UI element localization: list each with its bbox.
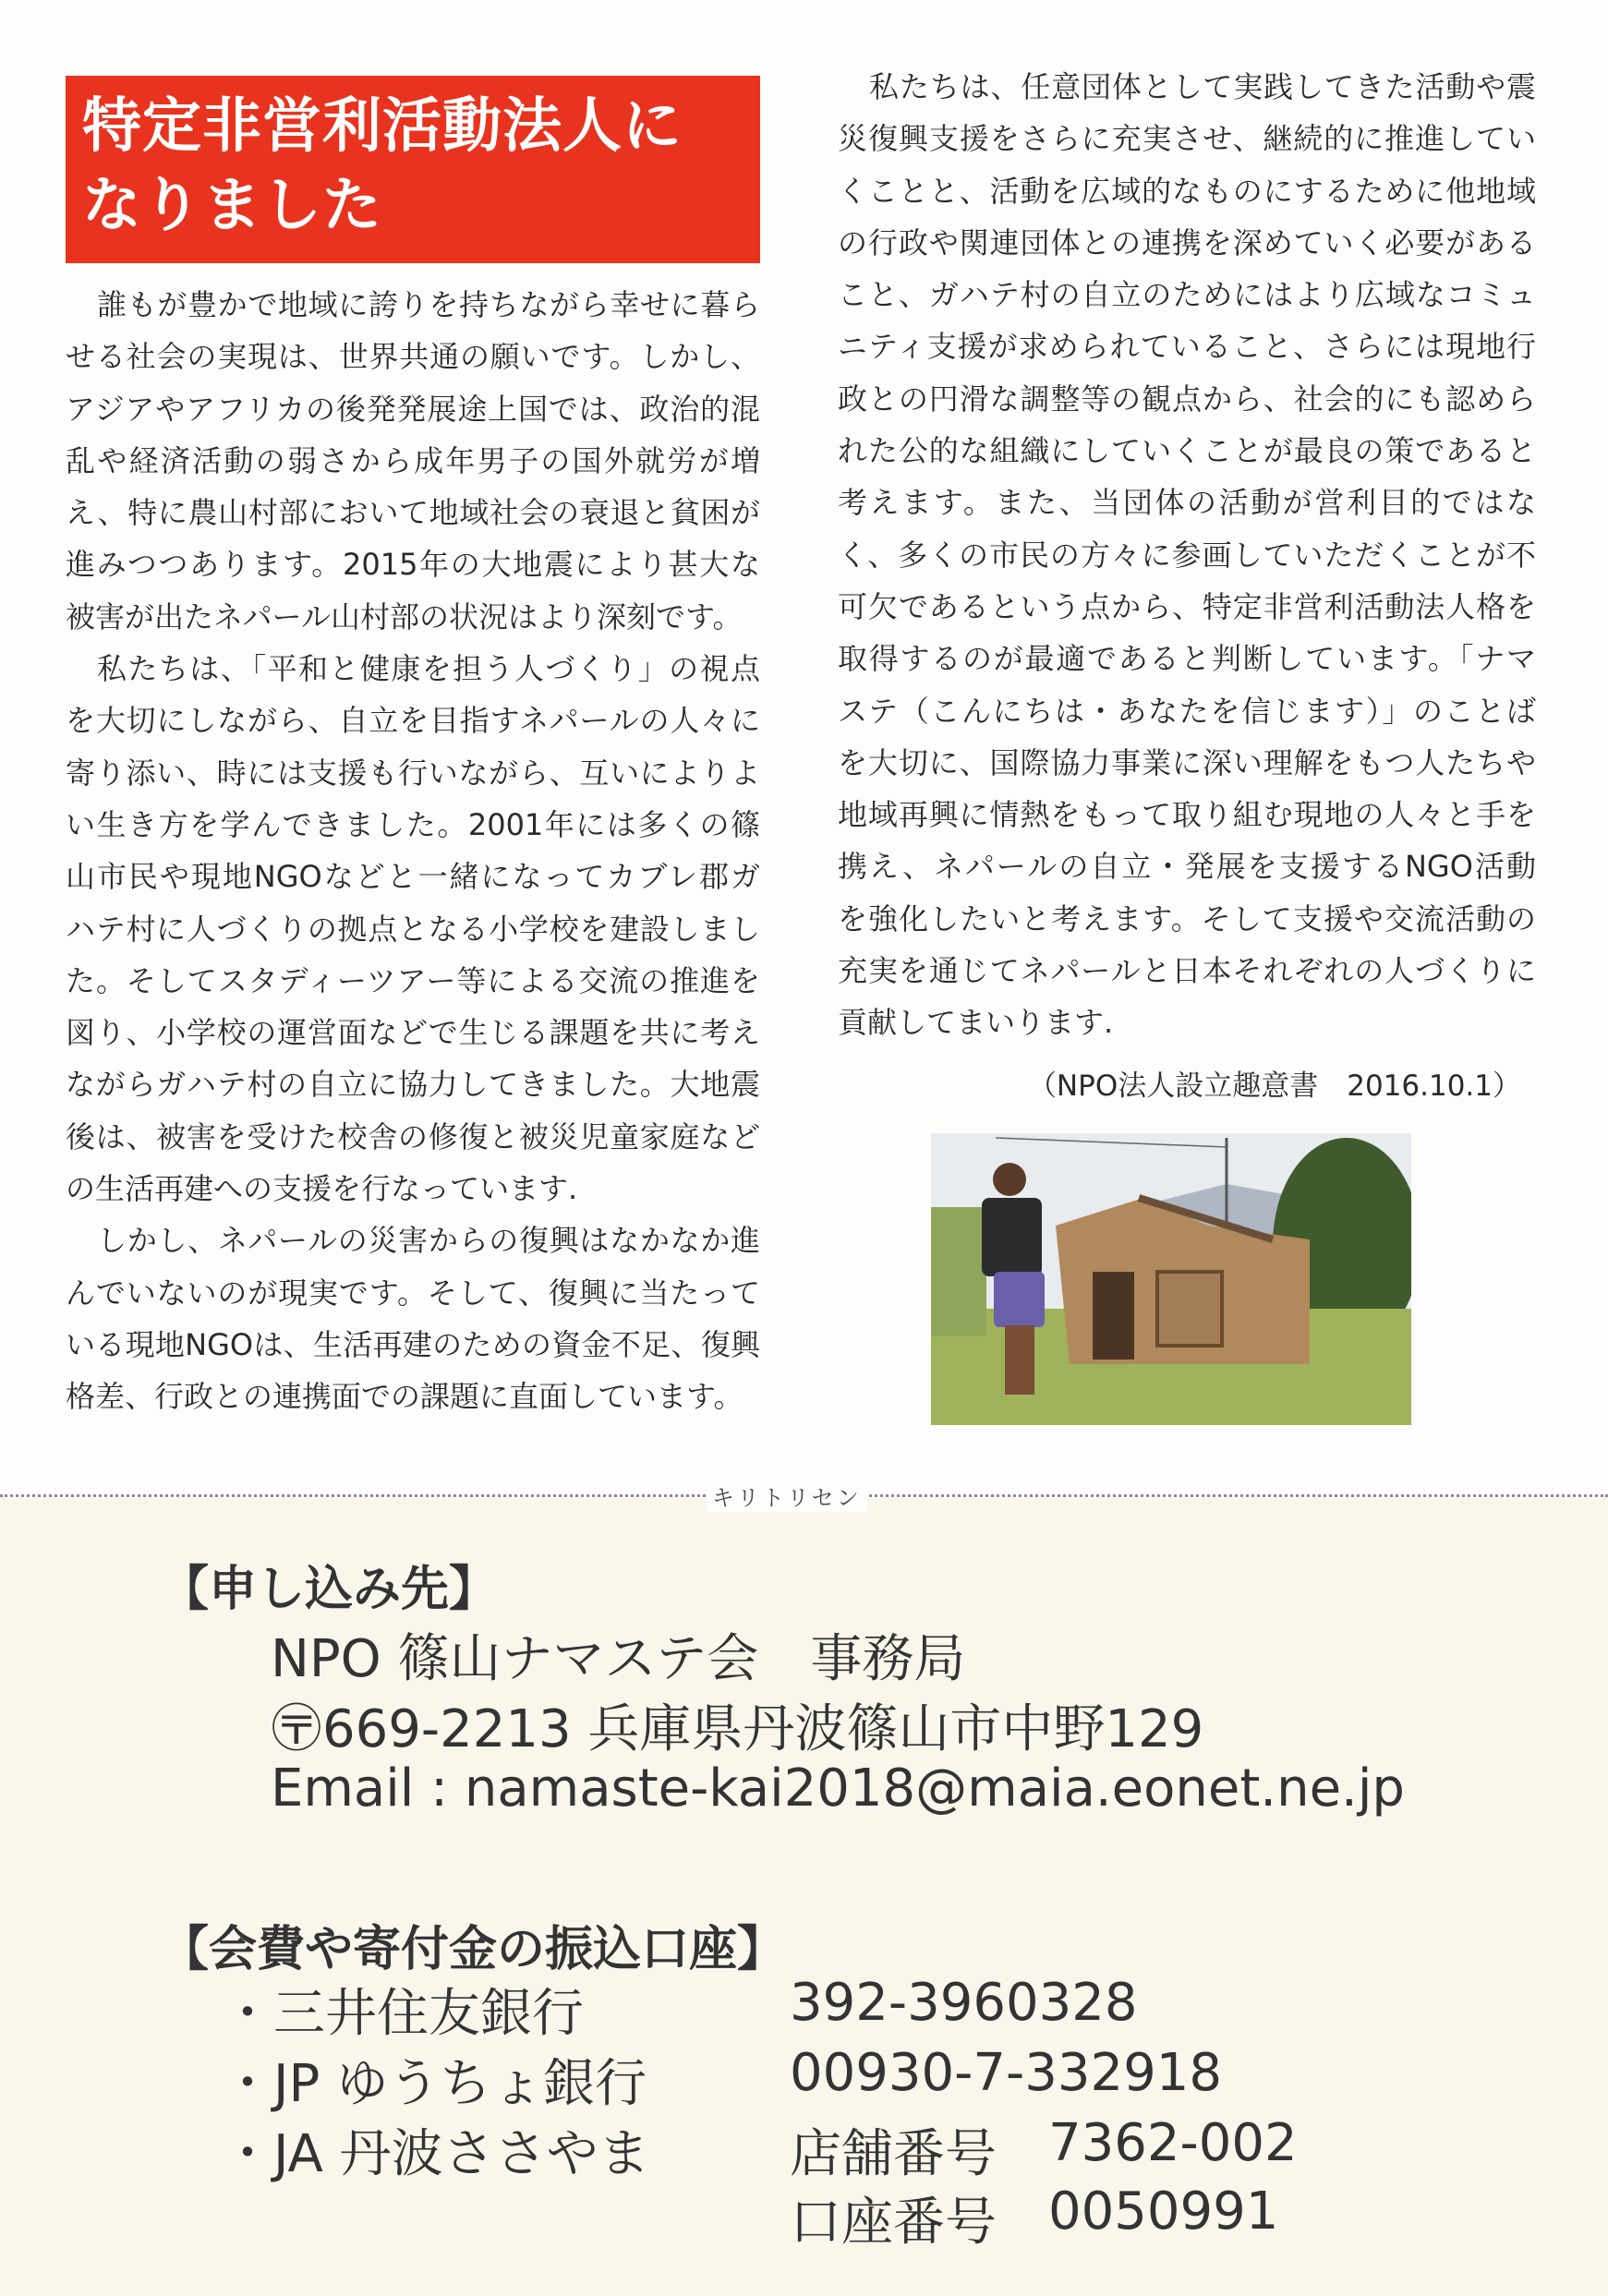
text-line: しかし、ネパールの災害からの復興はなかなか進 xyxy=(97,1223,760,1259)
text-line: 格差、行政との連携面での課題に直面しています。 xyxy=(66,1379,744,1415)
text-line: を大切に、国際協力事業に深い理解をもつ人たちや xyxy=(838,744,1536,780)
title-line: なりました xyxy=(82,172,382,240)
photo-person-shirt xyxy=(982,1198,1042,1276)
text-line: 被害が出たネパール山村部の状況はより深刻です。 xyxy=(66,598,743,634)
text-line: く、多くの市民の方々に参画していただくことが不 xyxy=(838,537,1536,573)
text-line: ハテ村に人づくりの拠点となる小学校を建設しまし xyxy=(66,911,760,947)
text-line: 地域再興に情熱をもって取り組む現地の人々と手を xyxy=(838,797,1536,833)
text-line: 充実を通じてネパールと日本それぞれの人づくりに xyxy=(838,953,1536,989)
text-line: 考えます。また、当団体の活動が営利目的ではな xyxy=(838,485,1536,521)
right-column-text xyxy=(838,61,1536,1049)
text-line: 携え、ネパールの自立・発展を支援するNGO活動 xyxy=(838,849,1536,885)
title-banner xyxy=(66,76,760,263)
text-line: 貢献してまいります. xyxy=(838,1005,1114,1041)
account-number: 00930-7-332918 xyxy=(790,2043,1222,2103)
cut-line-label: キリトリセン xyxy=(707,1480,867,1512)
photo-left-plants xyxy=(931,1207,986,1336)
photo-person-head xyxy=(993,1163,1026,1196)
text-line: 図り、小学校の運営面などで生じる課題を共に考え xyxy=(66,1015,760,1051)
application-heading: 【申し込み先】 xyxy=(161,1562,498,1617)
left-column-text xyxy=(66,279,760,1423)
text-line: 乱や経済活動の弱さから成年男子の国外就労が増 xyxy=(66,442,760,478)
text-line: ニティ支援が求められていること、さらには現地行 xyxy=(838,329,1536,365)
text-line: 誰もが豊かで地域に誇りを持ちながら幸せに暮ら xyxy=(97,287,760,322)
text-line: 私たちは、任意団体として実践してきた活動や震 xyxy=(869,69,1536,104)
text-line: こと、ガハテ村の自立のためにはより広域なコミュ xyxy=(838,277,1536,313)
text-line: 山市民や現地NGOなどと一緒になってカブレ郡ガ xyxy=(66,859,760,895)
text-line: 寄り添い、時には支援も行いながら、互いによりよ xyxy=(66,755,760,791)
text-line: の行政や関連団体との連携を深めていく必要がある xyxy=(838,224,1536,260)
photo-window xyxy=(1157,1272,1222,1346)
address: 669-2213 兵庫県丹波篠山市中野129 xyxy=(322,1699,1204,1759)
bank-name: ・JA 丹波ささやま xyxy=(222,2124,650,2184)
branch-label: 店舗番号 xyxy=(790,2124,997,2184)
photo-person-legs xyxy=(1005,1325,1034,1395)
text-line: 進みつつあります。2015年の大地震により甚大な xyxy=(66,547,760,583)
text-line: た。そしてスタディーツアー等による交流の推進を xyxy=(66,962,760,998)
text-line: いる現地NGOは、生活再建のための資金不足、復興 xyxy=(66,1326,760,1362)
text-line: 可欠であるという点から、特定非営利活動法人格を xyxy=(838,588,1536,624)
accounts-heading: 【会費や寄付金の振込口座】 xyxy=(161,1922,786,1977)
text-line: え、特に農山村部において地域社会の衰退と貧困が xyxy=(66,495,760,531)
text-line: せる社会の実現は、世界共通の願いです。しかし、 xyxy=(66,339,760,375)
text-line: 私たちは、「平和と健康を担う人づくり」の視点 xyxy=(97,651,760,687)
org-name: NPO 篠山ナマステ会 事務局 xyxy=(271,1629,966,1689)
email[interactable]: Email : namaste-kai2018@maia.eonet.ne.jp xyxy=(271,1758,1405,1819)
photo-person-shorts xyxy=(994,1272,1045,1327)
text-line: んでいないのが現実です。そして、復興に当たって xyxy=(66,1275,760,1311)
text-line: 後は、被害を受けた校舎の修復と被災児童家庭など xyxy=(66,1118,760,1154)
text-line: い生き方を学んできました。2001年には多くの篠 xyxy=(66,806,760,842)
bank-name: ・JP ゆうちょ銀行 xyxy=(222,2054,647,2114)
account-label: 口座番号 xyxy=(790,2193,997,2253)
text-line: の生活再建への支援を行なっています. xyxy=(66,1171,578,1207)
account-number: 0050991 xyxy=(1048,2181,1279,2242)
bank-name: ・三井住友銀行 xyxy=(222,1984,584,2044)
photo-earthquake-damaged-house xyxy=(931,1133,1411,1425)
text-line: 災復興支援をさらに充実させ、継続的に推進してい xyxy=(838,121,1536,157)
branch-number: 7362-002 xyxy=(1048,2113,1298,2173)
account-number: 392-3960328 xyxy=(790,1973,1138,2033)
text-line: れた公的な組織にしていくことが最良の策であると xyxy=(838,433,1536,469)
address-line xyxy=(271,1688,1203,1762)
text-line: くことと、活動を広域的なものにするために他地域 xyxy=(838,173,1536,209)
text-line: 政との円滑な調整等の観点から、社会的にも認めら xyxy=(838,381,1536,417)
text-line: 取得するのが最適であると判断しています。「ナマ xyxy=(838,641,1536,677)
title-line: 特定非営利活動法人に xyxy=(82,92,683,161)
text-line: アジアやアフリカの後発発展途上国では、政治的混 xyxy=(66,391,760,427)
text-line: ステ（こんにちは・あなたを信じます）」のことば xyxy=(838,693,1536,729)
text-line: ながらガハテ村の自立に協力してきました。大地震 xyxy=(66,1067,760,1103)
text-line: を強化したいと考えます。そして支援や交流活動の xyxy=(838,900,1536,937)
postal-mark-icon: 〶 xyxy=(271,1699,322,1759)
text-line: を大切にしながら、自立を目指すネパールの人々に xyxy=(66,703,760,739)
citation: （NPO法人設立趣意書 2016.10.1） xyxy=(1027,1069,1521,1103)
photo-door xyxy=(1093,1272,1134,1359)
